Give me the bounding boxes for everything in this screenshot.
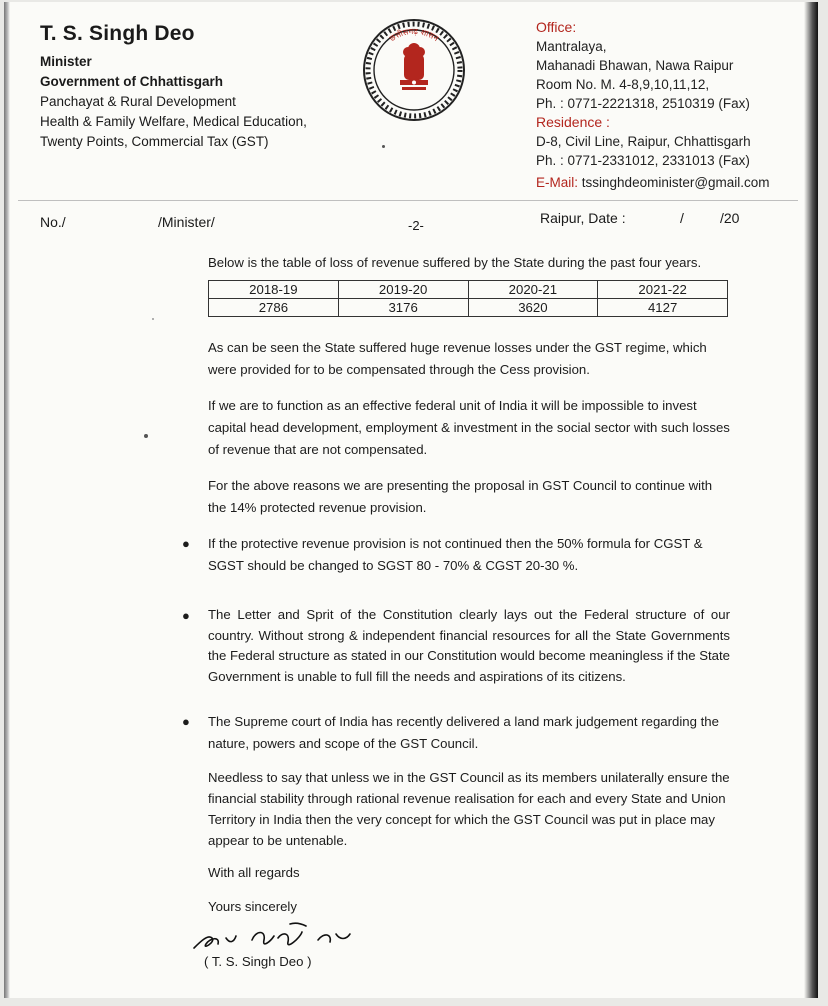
loss-cell: 2786 [209,299,339,317]
letterhead-divider [18,200,798,201]
scan-speck [144,434,148,438]
table-intro: Below is the table of loss of revenue suffered by the State during the past four years. [208,255,702,270]
office-line-1: Mantralaya, [536,39,607,54]
handwritten-signature [190,914,360,958]
paragraph-revenue-losses: As can be seen the State suffered huge revenue losses under the GST regime, which were provided for to be compensated through the Cess provision. [208,340,707,377]
letterhead-right [536,18,770,192]
ref-minister: /Minister/ [158,214,215,230]
date-year: /20 [720,210,740,226]
bullet-icon: ● [182,714,190,729]
page-number: -2- [408,218,424,233]
regards: With all regards [208,865,300,880]
portfolio-3: Twenty Points, Commercial Tax (GST) [40,134,269,149]
place-date-label: Raipur, Date : [540,210,626,226]
chhattisgarh-emblem-icon [360,16,468,124]
residence-heading: Residence : [536,114,610,130]
bullet-icon: ● [182,608,190,623]
loss-cell: 3620 [468,299,598,317]
year-cell: 2019-20 [338,281,468,299]
bullet-icon: ● [182,536,190,551]
bullet-text: The Supreme court of India has recently delivered a land mark judgement regarding the nature, powers and scope of the GST Council. [208,714,719,751]
office-heading: Office: [536,19,577,35]
year-cell: 2020-21 [468,281,598,299]
table-row-losses [209,299,728,317]
revenue-loss-table [208,280,728,317]
portfolio-1: Panchayat & Rural Development [40,94,236,109]
office-line-4: Ph. : 0771-2221318, 2510319 (Fax) [536,96,750,111]
bullet-item [182,605,730,687]
portfolio-2: Health & Family Welfare, Medical Education, [40,114,307,129]
paragraph-proposal: For the above reasons we are presenting the proposal in GST Council to continue with the 14% protected revenue provision. [208,478,713,515]
year-cell: 2018-19 [209,281,339,299]
office-line-2: Mahanadi Bhawan, Nawa Raipur [536,58,734,73]
ref-no: No./ [40,214,66,230]
bullet-item [182,533,730,577]
table-row-years [209,281,728,299]
minister-name: T. S. Singh Deo [40,22,195,45]
scan-speck [382,145,385,148]
residence-line-1: D-8, Civil Line, Raipur, Chhattisgarh [536,134,751,149]
loss-cell: 3176 [338,299,468,317]
scan-edge-right [804,2,818,998]
letter-body [182,252,730,931]
bullet-text: If the protective revenue provision is not continued then the 50% formula for CGST & SGST should be changed to SGST 80 - 70% & CGST 20-30 %. [208,536,703,573]
government: Government of Chhattisgarh [40,74,224,89]
emblem-text-path: छत्तीसगढ़ शासन [387,26,441,44]
bullet-text: The Letter and Sprit of the Constitution clearly lays out the Federal structure of our country. Without strong & independent financial resources for all the State Governments the Federal structure as stated in our Constitution would become meaningless if the State Government is unable to full fill the needs and aspirations of its citizens. [208,607,730,684]
sign-off: Yours sincerely [208,899,297,914]
paragraph-federal-unit: If we are to function as an effective federal unit of India it will be impossible to invest capital head development, employment & investment in the social sector with such losses of revenue that are not compensated. [208,398,730,457]
email-label: E-Mail: [536,175,579,190]
bullet-item [182,711,730,755]
loss-cell: 4127 [598,299,728,317]
scan-speck [152,318,154,320]
designation: Minister [40,54,92,69]
scan-edge-left [4,2,10,998]
office-line-3: Room No. M. 4-8,9,10,11,12, [536,77,710,92]
year-cell: 2021-22 [598,281,728,299]
date-slash: / [680,210,684,226]
paragraph-conclusion: Needless to say that unless we in the GST Council as its members unilaterally ensure the financial stability through rational revenue realisation for each and every State and Union Territory in India then the very concept for which the GST Council was put in place may appear to be untenable. [208,770,730,848]
letterhead-left [40,22,307,152]
residence-line-2: Ph. : 0771-2331012, 2331013 (Fax) [536,153,750,168]
signatory-name: ( T. S. Singh Deo ) [204,954,312,969]
letter-page [4,2,818,998]
email-address: tssinghdeominister@gmail.com [581,175,770,190]
email-line [536,173,770,192]
